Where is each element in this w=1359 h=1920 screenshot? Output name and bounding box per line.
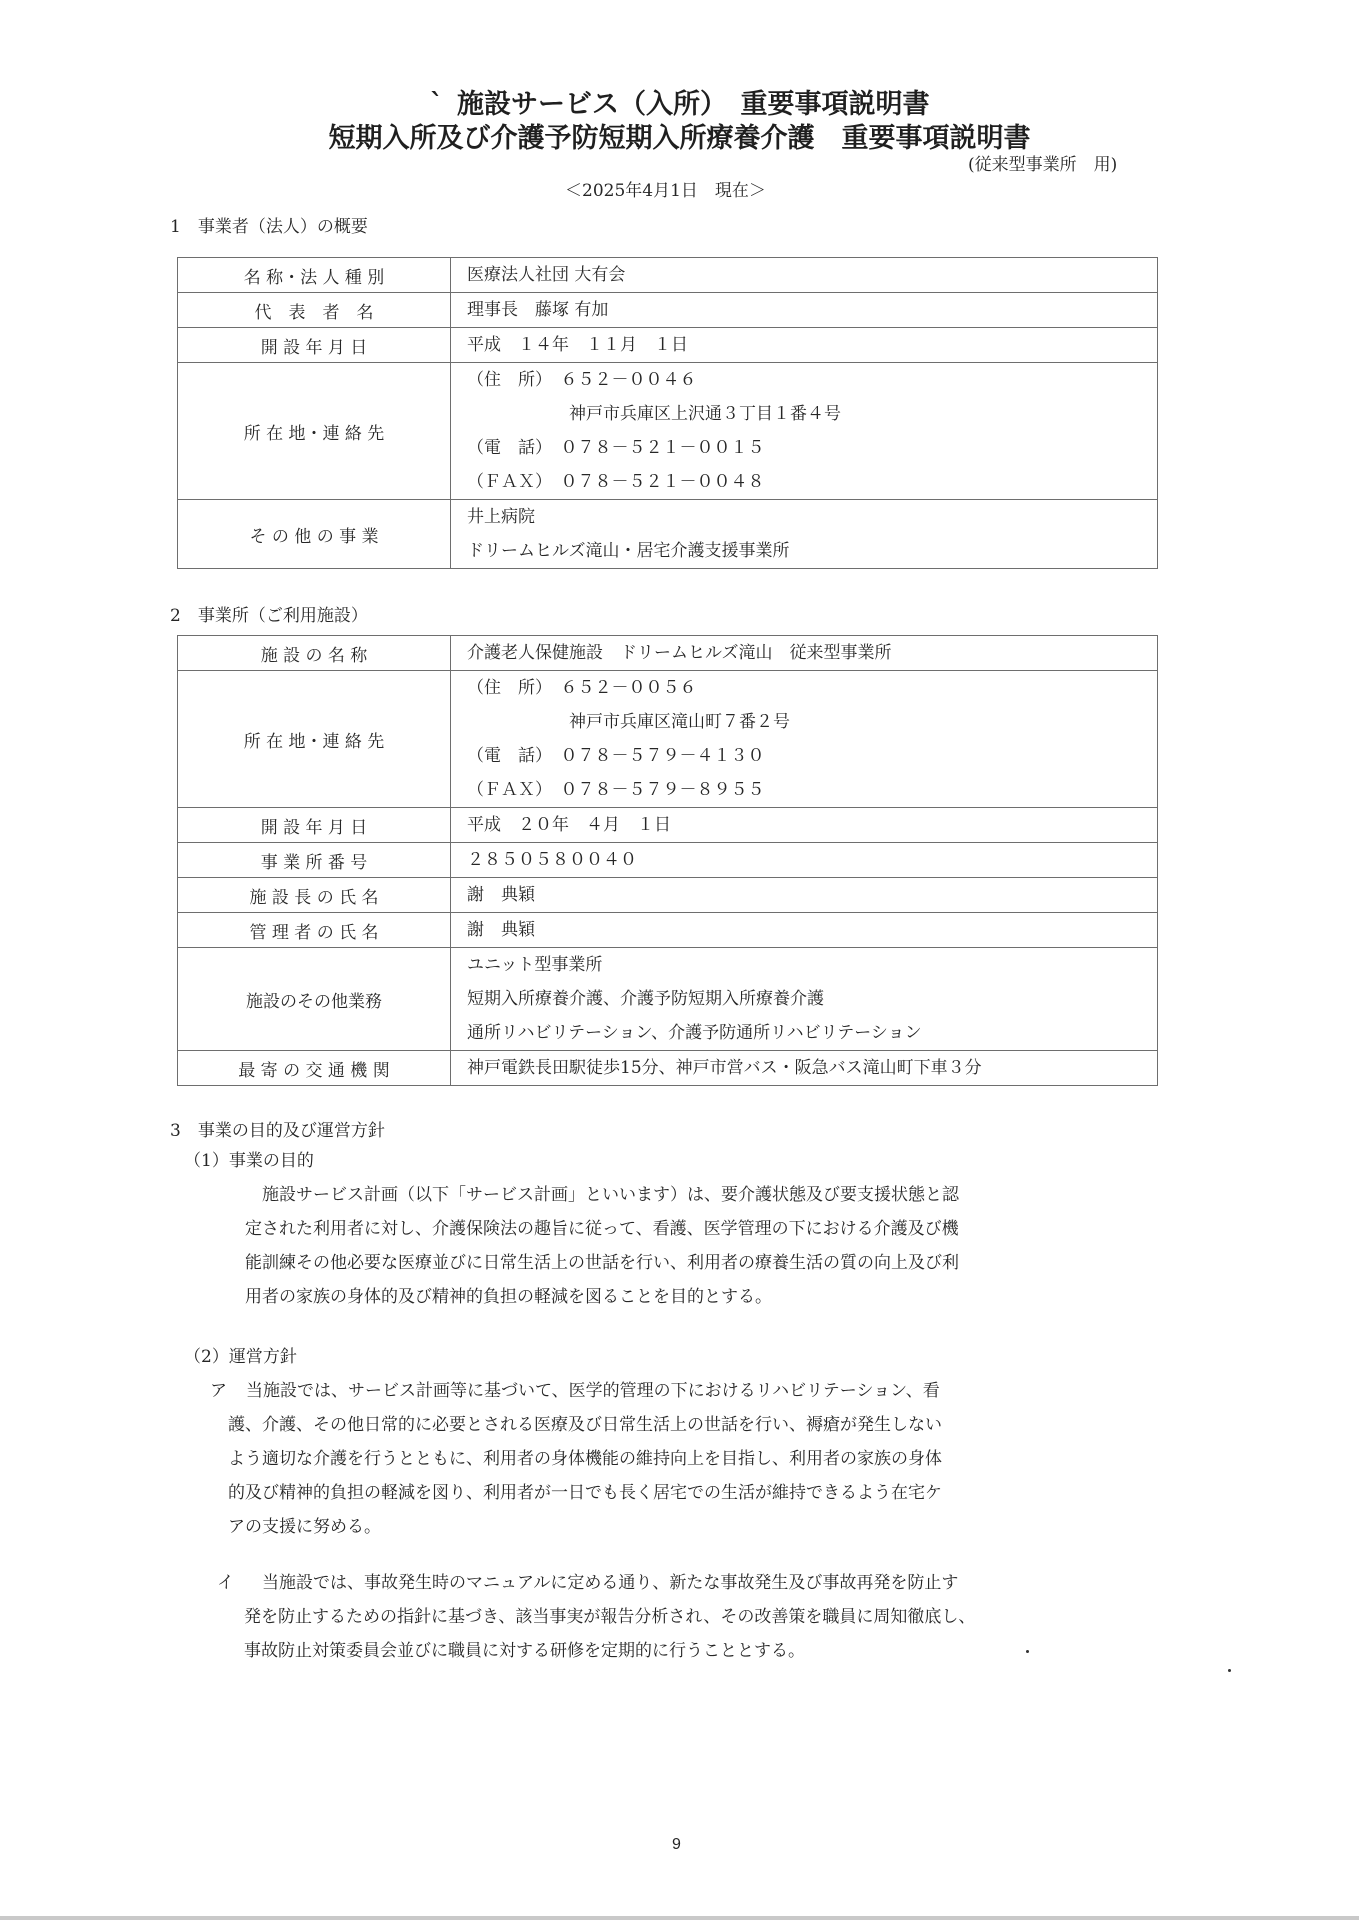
row-label: 開 設 年 月 日 (178, 328, 451, 363)
subsection-1-heading: （1）事業の目的 (184, 1151, 314, 1171)
section-1-heading: 1 事業者（法人）の概要 (170, 217, 368, 237)
policy-item-b-marker: イ (217, 1573, 234, 1593)
table-row (178, 671, 1158, 808)
table-row (178, 500, 1158, 569)
row-label: 代 表 者 名 (178, 293, 451, 328)
stray-mark: ` (429, 89, 443, 120)
row-value: （住 所） ６５２－００５６ 神戸市兵庫区滝山町７番２号 （電 話） ０７８－５７９－４１３０ （ＦＡＸ） ０７８－５７９－８９５５ (451, 671, 1158, 808)
as-of-date: ＜2025年4月1日 現在＞ (565, 181, 766, 201)
row-label: 所 在 地・連 絡 先 (178, 671, 451, 808)
row-value: 平成 ２０年 ４月 １日 (451, 808, 1158, 843)
row-label: 施 設 の 名 称 (178, 636, 451, 671)
row-label: 施設のその他業務 (178, 948, 451, 1051)
row-value: ユニット型事業所 短期入所療養介護、介護予防短期入所療養介護 通所リハビリテーション、介護予防通所リハビリテーション (451, 948, 1158, 1051)
row-value: 医療法人社団 大有会 (451, 258, 1158, 293)
scan-edge (0, 1916, 1359, 1920)
section-3-heading: 3 事業の目的及び運営方針 (170, 1121, 385, 1141)
table-row (178, 913, 1158, 948)
row-value: ２８５０５８００４０ (451, 843, 1158, 878)
purpose-paragraph: 施設サービス計画（以下「サービス計画」といいます）は、要介護状態及び要支援状態と認 定された利用者に対し、介護保険法の趣旨に従って、看護、医学管理の下における介護及び機 能訓練その他必要な医療並びに日常生活上の世話を行い、利用者の療養生活の質の向上及び利 用者の家族の身体的及び精神的負担の軽減を図ることを目的とする。 (245, 1185, 959, 1307)
table-row (178, 293, 1158, 328)
table-row (178, 948, 1158, 1051)
facility-table (177, 635, 1158, 1086)
document-subtype: (従来型事業所 用) (968, 155, 1118, 175)
table-row (178, 636, 1158, 671)
title-line-1: ` 施設サービス（入所） 重要事項説明書 (429, 89, 930, 120)
section-2-heading: 2 事業所（ご利用施設） (170, 606, 368, 626)
row-label: 開 設 年 月 日 (178, 808, 451, 843)
row-value: 理事長 藤塚 有加 (451, 293, 1158, 328)
row-label: 所 在 地・連 絡 先 (178, 363, 451, 500)
scan-speck (1228, 1669, 1231, 1672)
row-label: 最 寄 の 交 通 機 関 (178, 1051, 451, 1086)
table-row (178, 363, 1158, 500)
title-line-2: 短期入所及び介護予防短期入所療養介護 重要事項説明書 (328, 123, 1031, 154)
policy-item-a: 当施設では、サービス計画等に基づいて、医学的管理の下におけるリハビリテーション、看 護、介護、その他日常的に必要とされる医療及び日常生活上の世話を行い、褥瘡が発生しない よう適切な介護を行うとともに、利用者の身体機能の維持向上を目指し、利用者の家族の身体 的及び精神的負担の軽減を図り、利用者が一日でも長く居宅での生活が維持できるよう在宅ケ アの支援に努める。 (228, 1381, 942, 1537)
row-label: そ の 他 の 事 業 (178, 500, 451, 569)
row-label: 施 設 長 の 氏 名 (178, 878, 451, 913)
row-label: 事 業 所 番 号 (178, 843, 451, 878)
page-number: 9 (672, 1836, 681, 1853)
scan-speck (1026, 1650, 1029, 1653)
table-row (178, 843, 1158, 878)
table-row (178, 328, 1158, 363)
row-value: 平成 １４年 １１月 １日 (451, 328, 1158, 363)
row-value: 謝 典穎 (451, 913, 1158, 948)
policy-item-a-marker: ア (210, 1381, 227, 1401)
row-value: 井上病院 ドリームヒルズ滝山・居宅介護支援事業所 (451, 500, 1158, 569)
operator-overview-table (177, 257, 1158, 569)
row-label: 管 理 者 の 氏 名 (178, 913, 451, 948)
row-value: 介護老人保健施設 ドリームヒルズ滝山 従来型事業所 (451, 636, 1158, 671)
row-value: 神戸電鉄長田駅徒歩15分、神戸市営バス・阪急バス滝山町下車３分 (451, 1051, 1158, 1086)
table-row (178, 808, 1158, 843)
row-label: 名 称・法 人 種 別 (178, 258, 451, 293)
row-value: （住 所） ６５２－００４６ 神戸市兵庫区上沢通３丁目１番４号 （電 話） ０７８－５２１－００１５ （ＦＡＸ） ０７８－５２１－００４８ (451, 363, 1158, 500)
table-row (178, 1051, 1158, 1086)
table-row (178, 878, 1158, 913)
subsection-2-heading: （2）運営方針 (184, 1347, 297, 1367)
row-value: 謝 典穎 (451, 878, 1158, 913)
table-row (178, 258, 1158, 293)
policy-item-b: 当施設では、事故発生時のマニュアルに定める通り、新たな事故発生及び事故再発を防止す 発を防止するための指針に基づき、該当事実が報告分析され、その改善策を職員に周知徹底し、 事故防止対策委員会並びに職員に対する研修を定期的に行うこととする。 (244, 1573, 976, 1661)
